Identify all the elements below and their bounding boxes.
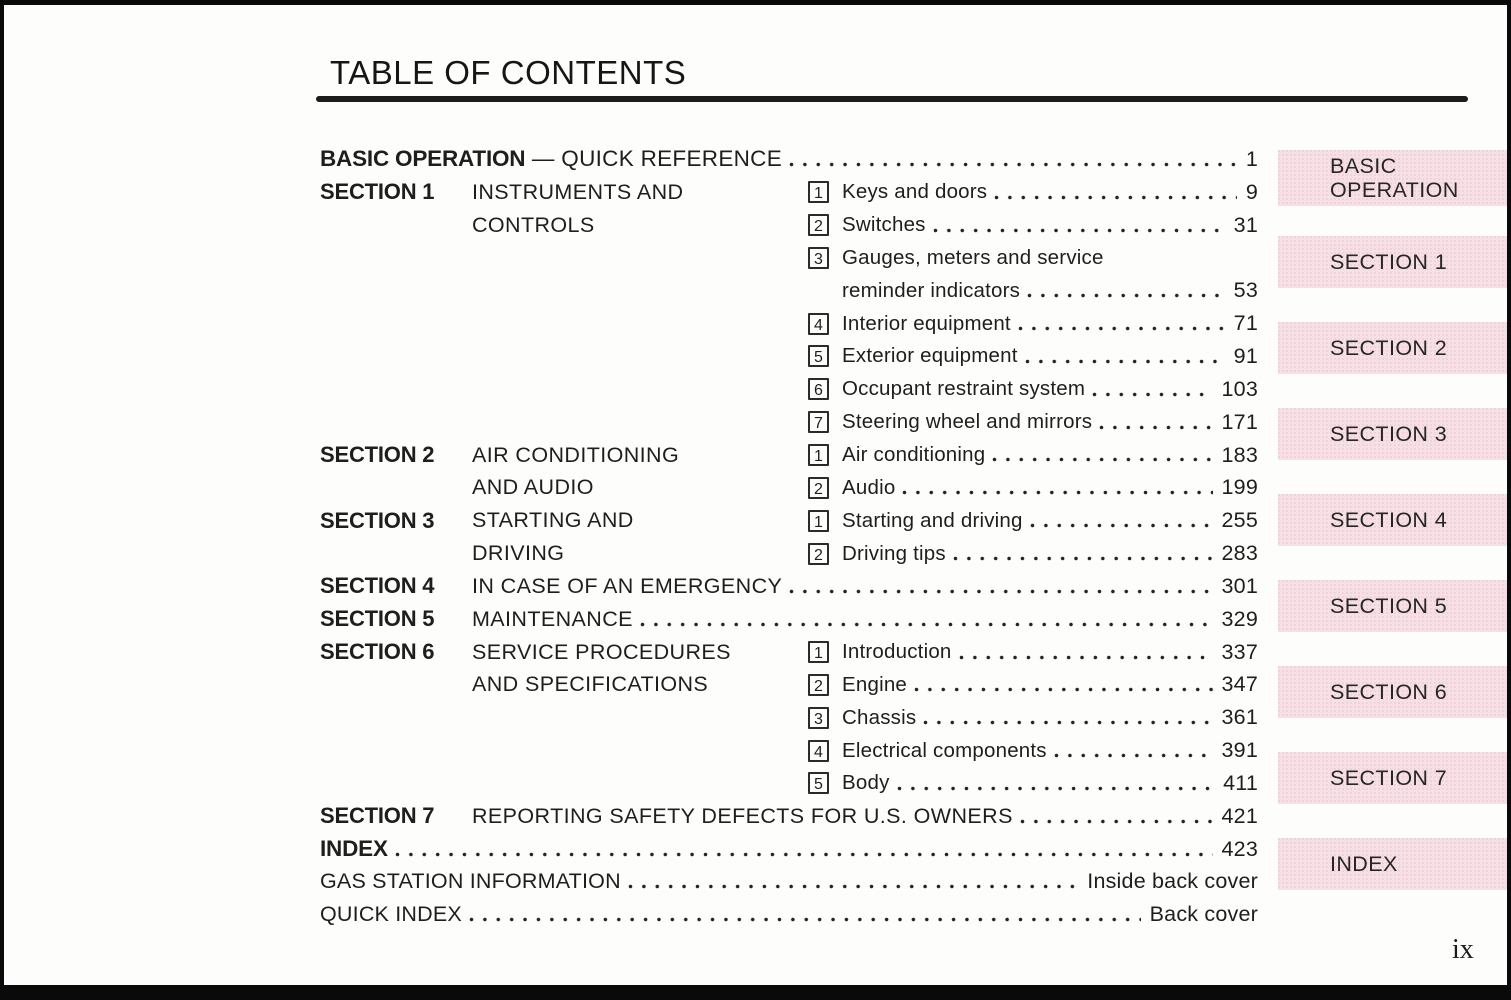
item-number-box: 2	[808, 214, 829, 236]
item-number-box: 4	[808, 740, 829, 762]
section-tab	[1278, 580, 1507, 632]
entry-label: QUICK INDEX	[320, 902, 462, 927]
entry-suffix: — QUICK REFERENCE	[525, 146, 783, 172]
toc-row	[320, 340, 1258, 373]
entry-label: INDEX	[320, 836, 388, 862]
dot-leader	[1011, 307, 1234, 340]
dot-leader	[907, 669, 1221, 702]
toc-row	[320, 833, 1258, 866]
toc-row	[320, 570, 1258, 603]
section-title: AND AUDIO	[472, 475, 594, 500]
dot-leader	[388, 833, 1222, 866]
section-label: SECTION 6	[320, 639, 435, 665]
section-title: SERVICE PROCEDURES	[472, 639, 731, 664]
item-title: Steering wheel and mirrors	[842, 410, 1093, 434]
entry-label: GAS STATION INFORMATION	[320, 869, 621, 894]
toc-row	[320, 669, 1258, 702]
item-title: Starting and driving	[842, 508, 1023, 532]
page-ref: 71	[1233, 311, 1258, 336]
page-ref: 53	[1233, 278, 1258, 303]
dot-leader	[1018, 340, 1234, 373]
dot-leader	[621, 866, 1087, 899]
page-ref: 283	[1221, 541, 1258, 566]
item-number-box: 1	[808, 444, 829, 466]
item-title: Electrical components	[842, 738, 1047, 762]
title-rule	[316, 96, 1468, 102]
dot-leader	[952, 636, 1222, 669]
toc-row	[320, 636, 1258, 669]
section-title: DRIVING	[472, 541, 565, 566]
dot-leader	[1085, 373, 1221, 406]
section-label: SECTION 2	[320, 442, 435, 468]
tab-label: SECTION 3	[1330, 422, 1448, 446]
section-tab	[1278, 150, 1507, 206]
item-number-box: 1	[808, 641, 829, 663]
tab-label: SECTION 1	[1330, 250, 1448, 274]
page-ref: 9	[1245, 179, 1258, 204]
section-label: SECTION 3	[320, 507, 435, 533]
item-title: Chassis	[842, 705, 917, 729]
dot-leader	[985, 439, 1221, 472]
page-ref: 301	[1221, 573, 1258, 598]
tab-label: SECTION 6	[1330, 680, 1448, 704]
page-ref: 423	[1221, 836, 1258, 861]
toc-row	[320, 898, 1258, 931]
tab-label: SECTION 4	[1330, 508, 1448, 532]
dot-leader	[782, 570, 1221, 603]
section-tab	[1278, 666, 1507, 718]
dot-leader	[1047, 734, 1222, 767]
section-title: MAINTENANCE	[472, 606, 633, 631]
page-ref: 361	[1221, 705, 1258, 730]
tab-label: SECTION 5	[1330, 594, 1448, 618]
tab-label: SECTION 7	[1330, 766, 1448, 790]
page-ref: 103	[1221, 376, 1258, 401]
section-label: SECTION 1	[320, 179, 435, 205]
section-label: SECTION 5	[320, 606, 435, 632]
page-ref: 31	[1233, 212, 1258, 237]
dot-leader	[895, 471, 1221, 504]
toc-row	[320, 537, 1258, 570]
tab-label: SECTION 2	[1330, 336, 1448, 360]
section-title: STARTING AND	[472, 508, 634, 533]
table-of-contents	[320, 143, 1258, 931]
dot-leader	[926, 209, 1234, 242]
section-label: SECTION 7	[320, 803, 435, 829]
page-ref: 1	[1245, 146, 1258, 171]
page-ref: 329	[1221, 606, 1258, 631]
toc-row	[320, 767, 1258, 800]
dot-leader	[1020, 274, 1234, 307]
page-ref: 171	[1221, 409, 1258, 434]
folio-page-number: ix	[1452, 934, 1474, 965]
item-number-box: 1	[808, 181, 829, 203]
page-ref: 347	[1221, 672, 1258, 697]
item-title: reminder indicators	[842, 278, 1021, 302]
dot-leader	[462, 898, 1150, 931]
item-title: Interior equipment	[842, 311, 1011, 335]
section-tab	[1278, 838, 1507, 890]
item-title: Introduction	[842, 640, 952, 664]
page-ref: 91	[1233, 343, 1258, 368]
toc-row	[320, 406, 1258, 439]
toc-row	[320, 242, 1258, 275]
dot-leader	[916, 701, 1221, 734]
section-tab	[1278, 322, 1507, 374]
toc-row	[320, 866, 1258, 899]
dot-leader	[1013, 800, 1222, 833]
section-title: AIR CONDITIONING	[472, 442, 680, 467]
item-number-box: 3	[808, 247, 829, 269]
item-number-box: 6	[808, 378, 829, 400]
section-title: INSTRUMENTS AND	[472, 179, 684, 204]
page-ref: 255	[1221, 508, 1258, 533]
item-title: Body	[842, 771, 890, 795]
dot-leader	[987, 176, 1246, 209]
page-title: TABLE OF CONTENTS	[330, 54, 687, 91]
toc-row	[320, 307, 1258, 340]
section-tab	[1278, 408, 1507, 460]
dot-leader	[1023, 504, 1222, 537]
section-title: REPORTING SAFETY DEFECTS FOR U.S. OWNERS	[472, 803, 1013, 828]
section-tab	[1278, 752, 1507, 804]
item-title: Engine	[842, 672, 908, 696]
item-title: Keys and doors	[842, 180, 988, 204]
item-number-box: 3	[808, 707, 829, 729]
item-number-box: 1	[808, 510, 829, 532]
page-ref: 411	[1223, 770, 1258, 795]
dot-leader	[890, 767, 1224, 800]
page-ref: Back cover	[1149, 902, 1258, 927]
toc-row	[320, 274, 1258, 307]
toc-row	[320, 373, 1258, 406]
toc-row	[320, 734, 1258, 767]
toc-row	[320, 439, 1258, 472]
entry-label: BASIC OPERATION	[320, 146, 526, 172]
item-title: Exterior equipment	[842, 344, 1018, 368]
dot-leader	[1092, 406, 1221, 439]
manual-page	[4, 5, 1507, 985]
toc-row	[320, 603, 1258, 636]
page-ref: 391	[1221, 738, 1258, 763]
toc-row	[320, 209, 1258, 242]
item-title: Occupant restraint system	[842, 377, 1086, 401]
item-title: Switches	[842, 213, 926, 237]
toc-row	[320, 176, 1258, 209]
dot-leader	[782, 143, 1246, 176]
item-title: Gauges, meters and service	[842, 245, 1104, 269]
toc-row	[320, 143, 1258, 176]
tab-label: BASIC OPERATION	[1330, 154, 1459, 202]
dot-leader	[633, 603, 1222, 636]
section-title: CONTROLS	[472, 212, 595, 237]
item-title: Air conditioning	[842, 443, 986, 467]
item-number-box: 2	[808, 543, 829, 565]
section-tab	[1278, 236, 1507, 288]
section-title: AND SPECIFICATIONS	[472, 672, 709, 697]
item-number-box: 7	[808, 411, 829, 433]
page-ref: 421	[1221, 803, 1258, 828]
page-ref: 337	[1221, 639, 1258, 664]
item-title: Driving tips	[842, 541, 946, 565]
item-number-box: 5	[808, 772, 829, 794]
toc-row	[320, 504, 1258, 537]
page-ref: 199	[1221, 475, 1258, 500]
tab-label: INDEX	[1330, 852, 1398, 876]
page-ref: 183	[1221, 442, 1258, 467]
section-tab	[1278, 494, 1507, 546]
toc-row	[320, 800, 1258, 833]
section-title: IN CASE OF AN EMERGENCY	[472, 573, 783, 598]
item-title: Audio	[842, 475, 896, 499]
item-number-box: 2	[808, 674, 829, 696]
item-number-box: 2	[808, 477, 829, 499]
toc-row	[320, 701, 1258, 734]
page-ref: Inside back cover	[1087, 869, 1258, 894]
item-number-box: 5	[808, 345, 829, 367]
section-label: SECTION 4	[320, 573, 435, 599]
dot-leader	[946, 537, 1222, 570]
item-number-box: 4	[808, 313, 829, 335]
toc-row	[320, 471, 1258, 504]
